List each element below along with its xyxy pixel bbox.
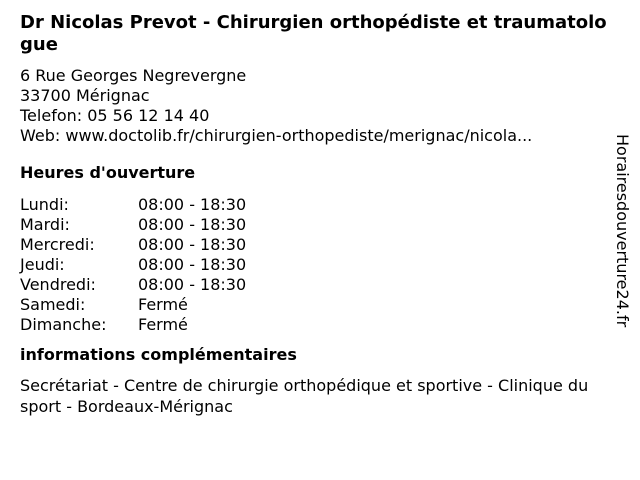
day-label: Vendredi: xyxy=(20,275,96,294)
info-heading: informations complémentaires xyxy=(20,345,297,364)
address-street: 6 Rue Georges Negrevergne xyxy=(20,66,247,85)
address-city: 33700 Mérignac xyxy=(20,86,150,105)
hours-row-tuesday xyxy=(20,215,616,235)
day-hours: 08:00 - 18:30 xyxy=(138,195,247,214)
site-watermark: Horairesdouverture24.fr xyxy=(613,134,632,328)
day-hours: 08:00 - 18:30 xyxy=(138,255,247,274)
day-label: Mardi: xyxy=(20,215,70,234)
hours-heading: Heures d'ouverture xyxy=(20,163,196,182)
info-text: Secrétariat - Centre de chirurgie orthopédique et sportive - Clinique du sport - Bordeaux-Mérignac xyxy=(20,376,589,416)
hours-row-monday xyxy=(20,195,616,215)
day-label: Jeudi: xyxy=(20,255,65,274)
hours-row-wednesday xyxy=(20,235,616,255)
hours-row-saturday xyxy=(20,295,616,315)
page-title: Dr Nicolas Prevot - Chirurgien orthopédiste et traumatologue xyxy=(20,12,607,55)
phone-number[interactable]: Telefon: 05 56 12 14 40 xyxy=(20,106,210,125)
day-label: Dimanche: xyxy=(20,315,107,334)
day-hours: 08:00 - 18:30 xyxy=(138,235,247,254)
address-block xyxy=(20,66,616,146)
hours-table xyxy=(20,195,616,335)
website-link[interactable]: Web: www.doctolib.fr/chirurgien-orthopediste/merignac/nicola... xyxy=(20,126,533,145)
day-label: Lundi: xyxy=(20,195,69,214)
hours-row-sunday xyxy=(20,315,616,335)
day-hours: 08:00 - 18:30 xyxy=(138,275,247,294)
day-hours: Fermé xyxy=(138,315,188,334)
hours-row-thursday xyxy=(20,255,616,275)
day-hours: 08:00 - 18:30 xyxy=(138,215,247,234)
day-hours: Fermé xyxy=(138,295,188,314)
listing-card xyxy=(20,12,616,417)
hours-row-friday xyxy=(20,275,616,295)
day-label: Samedi: xyxy=(20,295,86,314)
day-label: Mercredi: xyxy=(20,235,95,254)
